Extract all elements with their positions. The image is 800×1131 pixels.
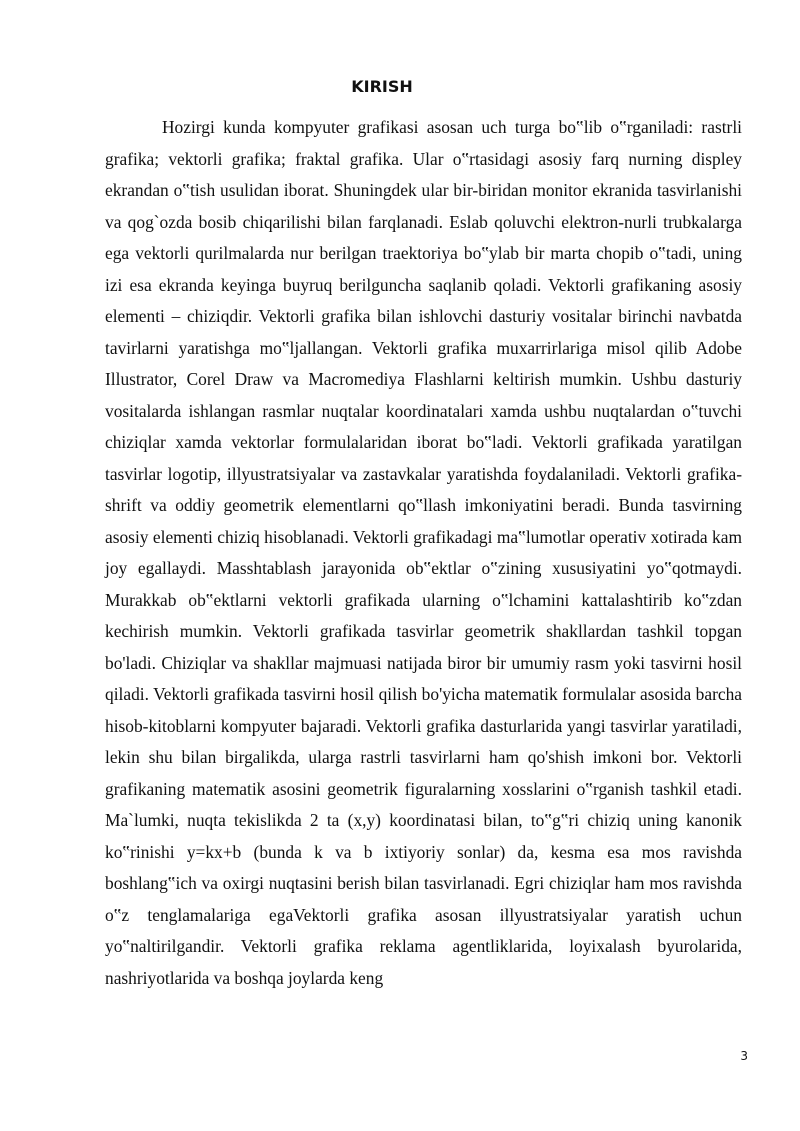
page-number: 3: [740, 1049, 748, 1063]
body-paragraph: Hozirgi kunda kompyuter grafikasi asosan uch turga bo‟lib o‟rganiladi: rastrli grafika; vektorli grafika; fraktal grafika. Ular o‟rtasidagi asosiy farq nurning displey ekrandan o‟tish usulidan iborat. Shuningdek ular bir-biridan monitor ekranida tasvirlanishi va qog`ozda bosib chiqarilishi bilan farqlanadi. Eslab qoluvchi elektron-nurli trubkalarga ega vektorli qurilmalarda nur berilgan traektoriya bo‟ylab bir marta chopib o‟tadi, uning izi esa ekranda keyinga buyruq berilguncha saqlanib qoladi. Vektorli grafikaning asosiy elementi – chiziqdir. Vektorli grafika bilan ishlovchi dasturiy vositalar birinchi navbatda tavirlarni yaratishga mo‟ljallangan. Vektorli grafika muxarrirlariga misol qilib Adobe Illustrator, Corel Draw va Macromediya Flashlarni keltirish mumkin. Ushbu dasturiy vositalarda ishlangan rasmlar nuqtalar koordinatalari xamda ushbu nuqtalardan o‟tuvchi chiziqlar xamda vektorlar formulalaridan iborat bo‟ladi. Vektorli grafikada yaratilgan tasvirlar logotip, illyustratsiyalar va zastavkalar yaratishda foydalaniladi. Vektorli grafika- shrift va oddiy geometrik elementlarni qo‟llash imkoniyatini beradi. Bunda tasvirning asosiy elementi chiziq hisoblanadi. Vektorli grafikadagi ma‟lumotlar operativ xotirada kam joy egallaydi. Masshtablash jarayonida ob‟ektlar o‟zining xususiyatini yo‟qotmaydi. Murakkab ob‟ektlarni vektorli grafikada ularning o‟lchamini kattalashtirib ko‟zdan kechirish mumkin. Vektorli grafikada tasvirlar geometrik shakllardan tashkil topgan bo'ladi. Chiziqlar va shakllar majmuasi natijada biror bir umumiy rasm yoki tasvirni hosil qiladi. Vektorli grafikada tasvirni hosil qilish bo'yicha matematik formulalar asosida barcha hisob-kitoblarni kompyuter bajaradi. Vektorli grafika dasturlarida yangi tasvirlar yaratiladi, lekin shu bilan birgalikda, ularga rastrli tasvirlarni ham qo'shish imkoni bor. Vektorli grafikaning matematik asosini geometrik figuralarning xosslarini o‟rganish tashkil etadi. Ma`lumki, nuqta tekislikda 2 ta (x,y) koordinatasi bilan, to‟g‟ri chiziq uning kanonik ko‟rinishi y=kx+b (bunda k va b ixtiyoriy sonlar) da, kesma esa mos ravishda boshlang‟ich va oxirgi nuqtasini berish bilan tasvirlanadi. Egri chiziqlar ham mos ravishda o‟z tenglamalariga egaVektorli grafika asosan illyustratsiyalar yaratish uchun yo‟naltirilgandir. Vektorli grafika reklama agentliklarida, loyixalash byurolarida, nashriyotlarida va boshqa joylarda keng: [105, 117, 742, 988]
section-heading: KIRISH: [351, 77, 413, 96]
